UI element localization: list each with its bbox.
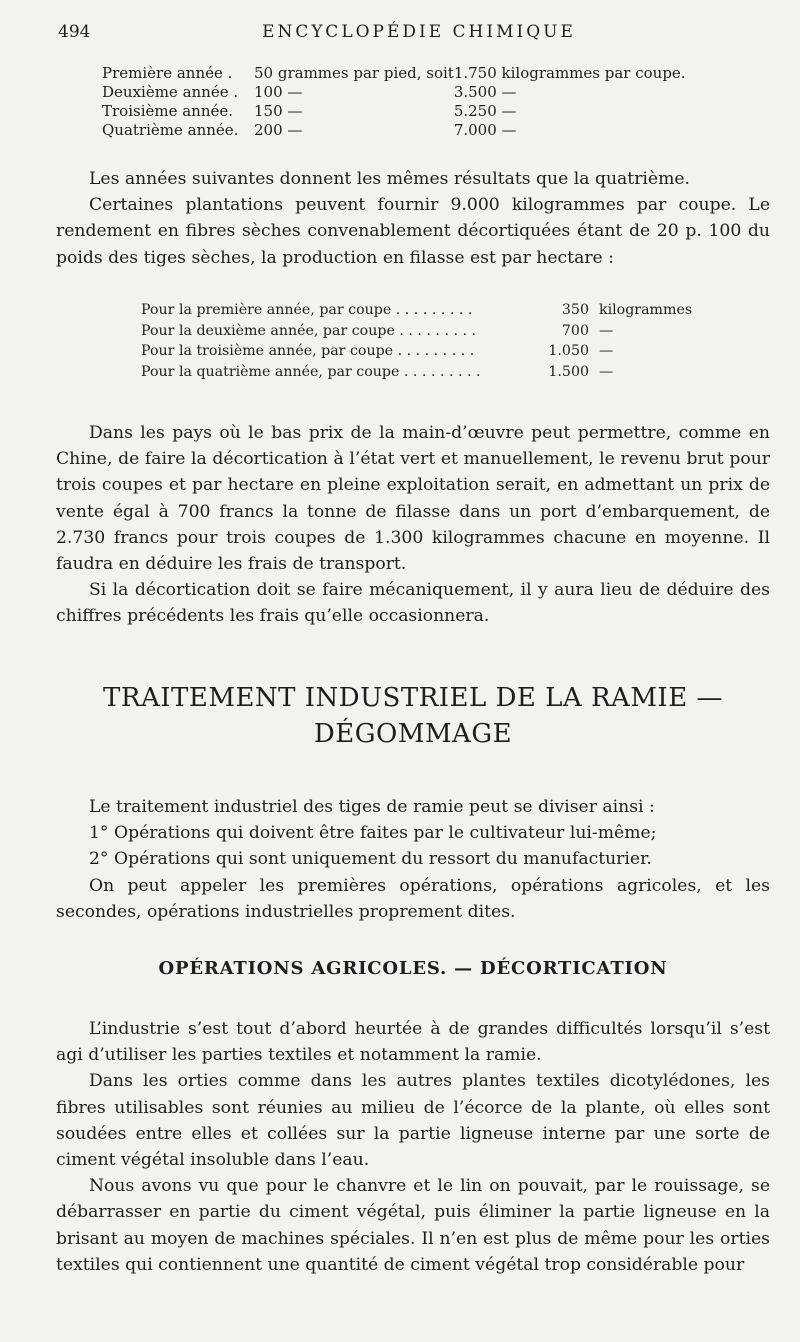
table-row: [141, 362, 692, 383]
table-cell: 3.500 —: [453, 83, 517, 101]
section-heading-line: TRAITEMENT INDUSTRIEL DE LA RAMIE —: [103, 683, 723, 713]
table-cell: Pour la première année, par coupe . . . . . . . . .: [141, 302, 473, 318]
table-cell: Quatrième année.: [102, 121, 239, 139]
table-cell: 200 —: [254, 121, 303, 139]
paragraph: Nous avons vu que pour le chanvre et le lin on pouvait, par le rouissage, se débarrasser en partie du ciment végétal, puis éliminer la partie ligneuse en la brisant au moyen de machines spéciales. Il n’en est plus de même pour les orties textiles qui contiennent une quantité de ciment végétal trop considérable pour: [56, 1176, 770, 1275]
yield-table: [102, 64, 686, 140]
table-row: [102, 121, 686, 140]
paragraph: Les années suivantes donnent les mêmes résultats que la quatrième.: [89, 169, 691, 189]
paragraph: Le traitement industriel des tiges de ramie peut se diviser ainsi :: [89, 797, 655, 817]
table-row: [102, 64, 686, 83]
page-header: [58, 22, 780, 46]
table-cell: —: [599, 343, 614, 359]
table-cell: 1.750 kilogrammes par coupe.: [453, 64, 686, 82]
table-cell: 700: [561, 322, 589, 339]
body-text-section: [56, 794, 770, 925]
paragraph: Certaines plantations peuvent fournir 9.000 kilogrammes par coupe. Le rendement en fibres sèches convenablement décortiquées étant de 20 p. 100 du poids des tiges sèches, la production en filasse est par hectare :: [56, 195, 770, 268]
running-title: ENCYCLOPÉDIE CHIMIQUE: [262, 22, 576, 42]
body-text-middle: [56, 420, 770, 630]
table-cell: Première année .: [102, 64, 233, 82]
list-item: 1° Opérations qui doivent être faites par le cultivateur lui-même;: [89, 823, 657, 844]
section-heading: [56, 680, 770, 752]
subsection-heading: OPÉRATIONS AGRICOLES. — DÉCORTICATION: [158, 958, 668, 979]
table-cell: 7.000 —: [453, 121, 517, 139]
paragraph: L’industrie s’est tout d’abord heurtée à de grandes difficultés lorsqu’il s’est agi d’utiliser les parties textiles et notamment la ramie.: [56, 1019, 770, 1066]
table-cell: Deuxième année .: [102, 83, 239, 101]
table-cell: —: [599, 363, 614, 380]
paragraph: Dans les orties comme dans les autres plantes textiles dicotylédones, les fibres utilisables sont réunies au milieu de l’écorce de la plante, où elles sont soudées entre elles et collées sur la partie ligneuse interne par une sorte de ciment végétal insoluble dans l’eau.: [56, 1071, 770, 1171]
table-cell: —: [599, 322, 614, 339]
table-row: [141, 321, 692, 342]
table-row: [102, 102, 686, 121]
table-cell: kilogrammes: [599, 302, 693, 318]
table-cell: 5.250 —: [453, 102, 517, 120]
paragraph: Dans les pays où le bas prix de la main-d’œuvre peut permettre, comme en Chine, de faire la décortication à l’état vert et manuellement, le revenu brut pour trois coupes et par hectare en pleine exploitation serait, en admettant un prix de vente égal à 700 francs la tonne de filasse dans un port d’embarquement, de 2.730 francs pour trois coupes de 1.300 kilogrammes chacune en moyenne. Il faudra en déduire les frais de transport.: [56, 423, 770, 575]
paragraph: Si la décortication doit se faire mécaniquement, il y aura lieu de déduire des chiffres précédents les frais qu’elle occasionnera.: [56, 580, 770, 627]
table-row: [102, 83, 686, 102]
table-cell: Pour la deuxième année, par coupe . . . . . . . . .: [141, 322, 477, 339]
table-cell: Troisième année.: [102, 102, 234, 120]
table-cell: 350: [561, 302, 589, 318]
paragraph: On peut appeler les premières opérations, opérations agricoles, et les secondes, opérations industrielles proprement dites.: [56, 875, 770, 922]
table-cell: 50 grammes par pied, soit: [254, 64, 454, 82]
body-text-top: [56, 166, 770, 271]
page-number: 494: [58, 22, 91, 42]
table-cell: 150 —: [254, 102, 303, 120]
list-item: 2° Opérations qui sont uniquement du ressort du manufacturier.: [89, 849, 652, 870]
section-heading-line: DÉGOMMAGE: [313, 719, 513, 749]
body-text-bottom: [56, 1016, 770, 1278]
table-cell: 100 —: [254, 83, 303, 101]
table-row: [141, 341, 692, 362]
table-cell: 1.050: [548, 343, 589, 359]
table-row: [141, 300, 692, 321]
filasse-table: [141, 300, 692, 382]
table-cell: 1.500: [548, 363, 589, 380]
table-cell: Pour la quatrième année, par coupe . . . . . . . . .: [141, 363, 481, 380]
table-cell: Pour la troisième année, par coupe . . . . . . . . .: [141, 343, 475, 359]
